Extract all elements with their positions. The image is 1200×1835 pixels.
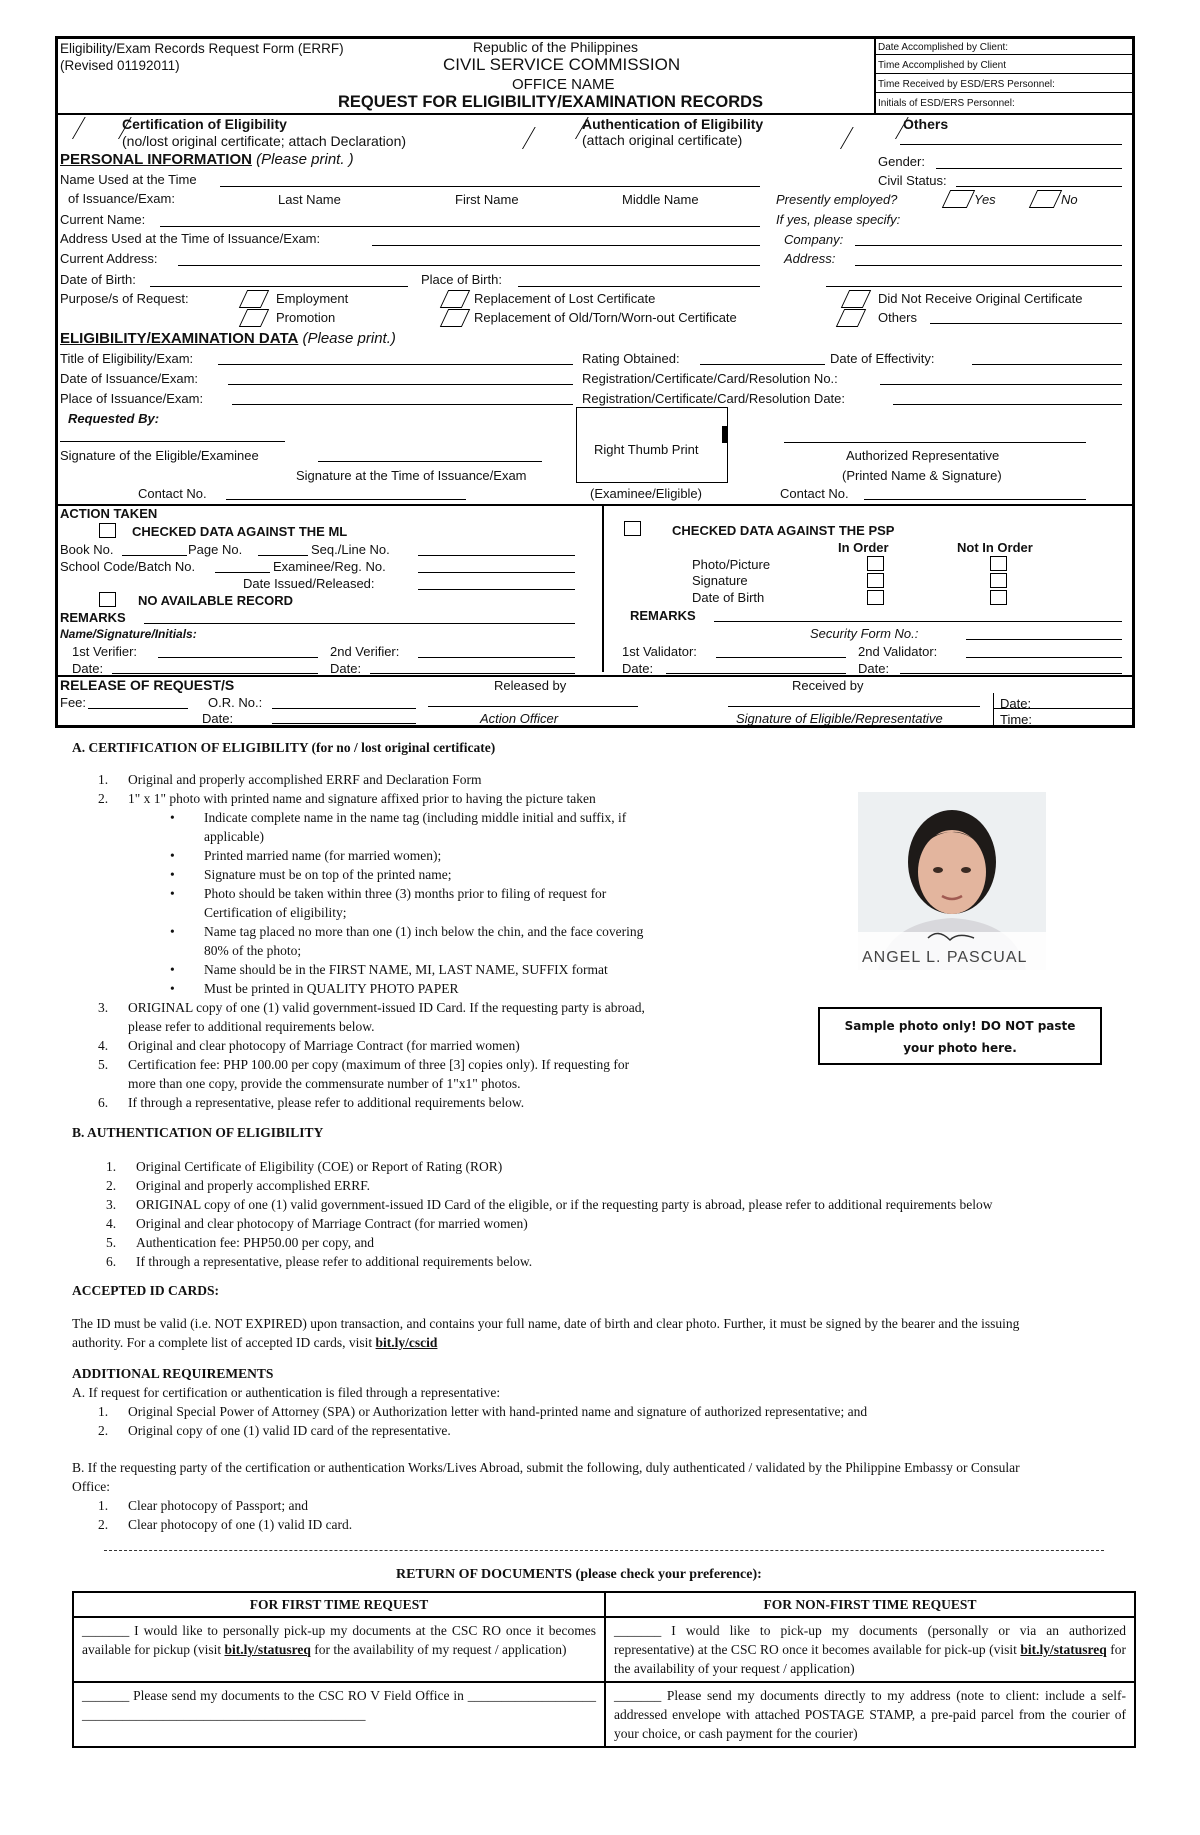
validator1-label: 1st Validator: bbox=[622, 644, 697, 659]
contact-field[interactable] bbox=[226, 499, 466, 500]
sig-rep-label: Signature of Eligible/Representative bbox=[736, 711, 943, 726]
checked-psp-checkbox[interactable] bbox=[624, 521, 641, 536]
section-a-title: A. CERTIFICATION OF ELIGIBILITY (for no / lost original certificate) bbox=[72, 740, 496, 755]
replacement-old-label: Replacement of Old/Torn/Worn-out Certificate bbox=[474, 310, 737, 325]
auth-eligibility-label: Authentication of Eligibility bbox=[582, 116, 764, 132]
replacement-lost-label: Replacement of Lost Certificate bbox=[474, 291, 656, 306]
photo-in-order-box[interactable] bbox=[867, 556, 884, 571]
additional-a-intro: A. If request for certification or authentication is filed through a representative: bbox=[72, 1385, 501, 1400]
presently-employed-label: Presently employed? bbox=[776, 192, 898, 207]
republic-label: Republic of the Philippines bbox=[473, 39, 638, 55]
signature-eligible-line[interactable] bbox=[60, 441, 285, 442]
action-taken-heading: ACTION TAKEN bbox=[60, 506, 158, 521]
book-no-field[interactable] bbox=[122, 555, 187, 556]
section-a-item: 4. Original and clear photocopy of Marriage Contract (for married women) bbox=[98, 1038, 520, 1053]
signature-not-in-order-box[interactable] bbox=[990, 573, 1007, 588]
verifier1-date-label: Date: bbox=[72, 661, 104, 676]
or-no-label: O.R. No.: bbox=[208, 695, 263, 710]
current-name-field[interactable] bbox=[160, 226, 760, 227]
name-used-label-2: of Issuance/Exam: bbox=[68, 191, 175, 206]
photo-name-tag: ANGEL L. PASCUAL bbox=[862, 949, 1028, 966]
section-b-item: 2. Original and properly accomplished ERRF. bbox=[106, 1178, 370, 1193]
send-address-option[interactable]: _______ Please send my documents directly to my address (note to client: include a self-addressed envelope with attached POSTAGE STAMP, a pre-paid parcel from the courier of your choice, or cash payment for the courier) bbox=[605, 1682, 1135, 1747]
release-heading: RELEASE OF REQUEST/S bbox=[60, 677, 235, 693]
verifier2-label: 2nd Verifier: bbox=[330, 644, 400, 659]
first-name-label: First Name bbox=[455, 192, 519, 207]
contact2-field[interactable] bbox=[864, 499, 1086, 500]
requested-by-label: Requested By: bbox=[68, 411, 160, 426]
additional-b-item: 1. Clear photocopy of Passport; and bbox=[98, 1498, 308, 1513]
verifier1-field[interactable] bbox=[158, 657, 318, 658]
examinee-no-label: Examinee/Reg. No. bbox=[273, 559, 386, 574]
validator2-field[interactable] bbox=[966, 657, 1122, 658]
exam-place-label: Place of Issuance/Exam: bbox=[60, 391, 204, 406]
revised-date: (Revised 01192011) bbox=[60, 58, 180, 73]
received-by-label: Received by bbox=[792, 678, 864, 693]
section-b-title: B. AUTHENTICATION OF ELIGIBILITY bbox=[72, 1125, 324, 1140]
additional-b-list bbox=[98, 1496, 1136, 1534]
in-order-label: In Order bbox=[838, 540, 889, 555]
return-docs-title: RETURN OF DOCUMENTS (please check your preference): bbox=[396, 1567, 762, 1582]
seq-no-field[interactable] bbox=[418, 555, 575, 556]
others-purpose-field[interactable] bbox=[930, 323, 1122, 324]
agency-name: CIVIL SERVICE COMMISSION bbox=[443, 55, 681, 74]
dob-check-label: Date of Birth bbox=[692, 590, 765, 605]
rating-field[interactable] bbox=[700, 364, 825, 365]
verifier2-date-field[interactable] bbox=[370, 673, 575, 674]
additional-b-intro: B. If the requesting party of the certification or authentication Works/Lives Abroad, submit the following, duly authenticated / validated by the Philippine Embassy or Consular Office: bbox=[72, 1460, 1020, 1494]
additional-a-list bbox=[98, 1402, 1136, 1440]
dob-not-in-order-box[interactable] bbox=[990, 590, 1007, 605]
name-used-field[interactable] bbox=[220, 186, 760, 187]
bullet-item: • Indicate complete name in the name tag (including middle initial and suffix, if bbox=[170, 810, 627, 825]
received-time-label: Time: bbox=[1000, 712, 1033, 727]
section-a-list-2: 3. ORIGINAL copy of one (1) valid government-issued ID Card. If the requesting party is abroad, please refer to additional requirements below. 4. Original and clear photocopy of Marriage Contract (for married women) 5. Certification fee: PHP 100.00 per copy (maximum of three [3] copies only). If requesting for more than one copy, provide the commensurate number of 1"x1" photos. 6. If through a representative, please refer to additional requirements below. bbox=[98, 998, 718, 1112]
validator1-date-field[interactable] bbox=[666, 673, 846, 674]
validator2-label: 2nd Validator: bbox=[858, 644, 938, 659]
company-label: Company: bbox=[784, 232, 844, 247]
eligibility-heading: ELIGIBILITY/EXAMINATION DATA (Please print.) bbox=[60, 330, 396, 347]
photo-check-label: Photo/Picture bbox=[692, 557, 771, 572]
security-form-field[interactable] bbox=[966, 639, 1122, 640]
pickup-non-first-time-option[interactable]: _______ I would like to pick-up my documents (personally or via an authorized representative) at the CSC RO once it becomes available for pick-up (visit bit.ly/statusreq for the availability of your request / application) bbox=[605, 1617, 1135, 1682]
dob-label: Date of Birth: bbox=[60, 272, 136, 287]
checked-ml-checkbox[interactable] bbox=[99, 523, 116, 538]
examinee-no-field[interactable] bbox=[418, 572, 575, 573]
auth-eligibility-note: (attach original certificate) bbox=[582, 132, 743, 148]
fee-field[interactable] bbox=[88, 708, 188, 709]
address-issuance-field[interactable] bbox=[372, 245, 760, 246]
sample-photo-note: Sample photo only! DO NOT paste your photo here. bbox=[818, 1007, 1102, 1065]
return-docs-table bbox=[72, 1591, 1136, 1748]
reg-date-field[interactable] bbox=[893, 404, 1122, 405]
address-issuance-label: Address Used at the Time of Issuance/Exam: bbox=[60, 231, 321, 246]
time-accomplished-label: Time Accomplished by Client bbox=[878, 60, 1007, 71]
not-in-order-label: Not In Order bbox=[957, 540, 1033, 555]
accepted-id-title: ACCEPTED ID CARDS: bbox=[72, 1283, 220, 1298]
company-field[interactable] bbox=[855, 245, 1122, 246]
current-name-label: Current Name: bbox=[60, 212, 146, 227]
bullet-item-cont: applicable) bbox=[204, 829, 264, 844]
middle-name-label: Middle Name bbox=[622, 192, 699, 207]
release-date-label: Date: bbox=[202, 711, 234, 726]
remarks-field[interactable] bbox=[144, 623, 575, 624]
effectivity-label: Date of Effectivity: bbox=[830, 351, 935, 366]
seq-no-label: Seq./Line No. bbox=[311, 542, 390, 557]
if-yes-label: If yes, please specify: bbox=[776, 212, 901, 227]
bullet-item: • Name should be in the FIRST NAME, MI, LAST NAME, SUFFIX format bbox=[170, 962, 608, 977]
exam-place-field[interactable] bbox=[232, 404, 573, 405]
thumb-print-note: (Examinee/Eligible) bbox=[590, 486, 702, 501]
section-b-item: 4. Original and clear photocopy of Marriage Contract (for married women) bbox=[106, 1216, 528, 1231]
page-no-label: Page No. bbox=[188, 542, 243, 557]
remarks-label: REMARKS bbox=[60, 610, 126, 625]
or-no-field[interactable] bbox=[272, 708, 416, 709]
current-address-field[interactable] bbox=[178, 265, 760, 266]
pob-field[interactable] bbox=[518, 286, 760, 287]
verifier1-label: 1st Verifier: bbox=[72, 644, 138, 659]
effectivity-field[interactable] bbox=[972, 364, 1122, 365]
cert-eligibility-label: Certification of Eligibility bbox=[122, 116, 287, 132]
name-used-label-1: Name Used at the Time bbox=[60, 172, 197, 187]
purpose-label: Purpose/s of Request: bbox=[60, 291, 189, 306]
time-received-label: Time Received by ESD/ERS Personnel: bbox=[878, 79, 1055, 90]
validator1-date-label: Date: bbox=[622, 661, 654, 676]
dob-in-order-box[interactable] bbox=[867, 590, 884, 605]
non-first-time-header: FOR NON-FIRST TIME REQUEST bbox=[605, 1592, 1135, 1617]
auth-rep-line[interactable] bbox=[784, 442, 1086, 443]
date-issued-label: Date Issued/Released: bbox=[243, 576, 375, 591]
remarks2-field[interactable] bbox=[714, 621, 1122, 622]
action-officer-line[interactable] bbox=[428, 706, 638, 707]
send-field-office-option[interactable]: _______ Please send my documents to the CSC RO V Field Office in _____________________________________________________________ bbox=[73, 1682, 605, 1747]
signature-check-label: Signature bbox=[692, 573, 748, 588]
employed-no-label: No bbox=[1061, 192, 1078, 207]
section-b-item: 5. Authentication fee: PHP50.00 per copy, and bbox=[106, 1235, 374, 1250]
no-record-label: NO AVAILABLE RECORD bbox=[138, 593, 294, 608]
bullet-item: • Photo should be taken within three (3) months prior to filing of request for bbox=[170, 886, 607, 901]
remarks2-label: REMARKS bbox=[630, 608, 696, 623]
section-a-item: 3. ORIGINAL copy of one (1) valid government-issued ID Card. If the requesting party is abroad, bbox=[98, 1000, 645, 1015]
additional-b-item: 2. Clear photocopy of one (1) valid ID card. bbox=[98, 1517, 353, 1532]
gender-field[interactable] bbox=[936, 168, 1122, 169]
date-accomplished-label: Date Accomplished by Client: bbox=[878, 42, 1009, 53]
signature-eligible-label: Signature of the Eligible/Examinee bbox=[60, 448, 259, 463]
personal-info-heading: PERSONAL INFORMATION (Please print. ) bbox=[60, 151, 354, 168]
rating-label: Rating Obtained: bbox=[582, 351, 680, 366]
additional-a-item: 2. Original copy of one (1) valid ID card of the representative. bbox=[98, 1423, 451, 1438]
civil-status-label: Civil Status: bbox=[878, 173, 947, 188]
additional-req-title: ADDITIONAL REQUIREMENTS bbox=[72, 1366, 274, 1381]
security-form-label: Security Form No.: bbox=[810, 626, 919, 641]
section-b-list bbox=[106, 1157, 1136, 1271]
bullet-item: • Name tag placed no more than one (1) inch below the chin, and the face covering bbox=[170, 924, 644, 939]
thumb-print-label: Right Thumb Print bbox=[594, 442, 699, 457]
section-a-item: 2. 1" x 1" photo with printed name and signature affixed prior to having the picture taken bbox=[98, 791, 596, 806]
others-purpose-label: Others bbox=[878, 310, 918, 325]
auth-rep-label: Authorized Representative bbox=[846, 448, 1000, 463]
signature-in-order-box[interactable] bbox=[867, 573, 884, 588]
book-no-label: Book No. bbox=[60, 542, 114, 557]
employment-label: Employment bbox=[276, 291, 349, 306]
cut-line bbox=[104, 1550, 1104, 1551]
form-name: Eligibility/Exam Records Request Form (ERRF) bbox=[60, 41, 344, 56]
section-a-item: 6. If through a representative, please refer to additional requirements below. bbox=[98, 1095, 525, 1110]
page-no-field[interactable] bbox=[258, 555, 308, 556]
verifier1-date-field[interactable] bbox=[112, 673, 318, 674]
date-issued-field[interactable] bbox=[418, 589, 575, 590]
last-name-label: Last Name bbox=[278, 192, 341, 207]
promotion-label: Promotion bbox=[276, 310, 336, 325]
gender-label: Gender: bbox=[878, 154, 925, 169]
cscid-link[interactable]: bit.ly/cscid bbox=[375, 1335, 438, 1350]
contact-label: Contact No. bbox=[138, 486, 207, 501]
section-a-list bbox=[98, 770, 718, 808]
fee-label: Fee: bbox=[60, 695, 87, 710]
civil-status-field[interactable] bbox=[956, 186, 1122, 187]
bullet-item: • Must be printed in QUALITY PHOTO PAPER bbox=[170, 981, 459, 996]
bullet-item: • Printed married name (for married women); bbox=[170, 848, 442, 863]
person-photo-icon bbox=[858, 792, 1046, 970]
received-date-label: Date: bbox=[1000, 696, 1032, 711]
eligibility-title-label: Title of Eligibility/Exam: bbox=[60, 351, 194, 366]
first-time-header: FOR FIRST TIME REQUEST bbox=[73, 1592, 605, 1617]
section-a-item: 1. Original and properly accomplished ERRF and Declaration Form bbox=[98, 772, 482, 787]
exam-date-field[interactable] bbox=[228, 384, 573, 385]
pob-label: Place of Birth: bbox=[421, 272, 502, 287]
exam-date-label: Date of Issuance/Exam: bbox=[60, 371, 199, 386]
company-address-label: Address: bbox=[784, 251, 836, 266]
photo-not-in-order-box[interactable] bbox=[990, 556, 1007, 571]
section-b-item: 6. If through a representative, please refer to additional requirements below. bbox=[106, 1254, 533, 1269]
employed-yes-label: Yes bbox=[974, 192, 996, 207]
reg-date-label: Registration/Certificate/Card/Resolution Date: bbox=[582, 391, 846, 406]
side-divider bbox=[874, 36, 876, 114]
validator2-date-field[interactable] bbox=[900, 673, 1122, 674]
bullet-item-cont: 80% of the photo; bbox=[204, 943, 302, 958]
action-officer-label: Action Officer bbox=[480, 711, 559, 726]
form-title: REQUEST FOR ELIGIBILITY/EXAMINATION RECORDS bbox=[338, 93, 764, 111]
office-name: OFFICE NAME bbox=[512, 76, 615, 93]
signature-time-label: Signature at the Time of Issuance/Exam bbox=[296, 468, 527, 483]
cert-eligibility-note: (no/lost original certificate; attach Declaration) bbox=[122, 133, 407, 149]
checked-ml-label: CHECKED DATA AGAINST THE ML bbox=[132, 524, 348, 539]
section-a-item: 5. Certification fee: PHP 100.00 per copy (maximum of three [3] copies only). If requesting for bbox=[98, 1057, 630, 1072]
dob-field[interactable] bbox=[150, 286, 408, 287]
reg-no-label: Registration/Certificate/Card/Resolution No.: bbox=[582, 371, 838, 386]
did-not-receive-label: Did Not Receive Original Certificate bbox=[878, 291, 1083, 306]
current-address-label: Current Address: bbox=[60, 251, 158, 266]
eligibility-title-field[interactable] bbox=[218, 364, 573, 365]
release-date-field[interactable] bbox=[272, 723, 416, 724]
name-sig-label: Name/Signature/Initials: bbox=[60, 627, 197, 641]
validator1-field[interactable] bbox=[716, 657, 846, 658]
checked-psp-label: CHECKED DATA AGAINST THE PSP bbox=[672, 523, 895, 538]
photo-rules-list bbox=[170, 808, 710, 998]
accepted-id-text: The ID must be valid (i.e. NOT EXPIRED) upon transaction, and contains your full name, date of birth and clear photo. Further, it must be signed by the bearer and the issuing authority. For a complete list of accepted ID cards, visit bit.ly/cscid bbox=[72, 1316, 1020, 1350]
school-code-field[interactable] bbox=[215, 572, 270, 573]
validator2-date-label: Date: bbox=[858, 661, 890, 676]
contact2-label: Contact No. bbox=[780, 486, 849, 501]
no-record-checkbox[interactable] bbox=[99, 592, 116, 607]
others-request-label: Others bbox=[903, 116, 949, 132]
verifier2-field[interactable] bbox=[418, 657, 575, 658]
initials-label: Initials of ESD/ERS Personnel: bbox=[878, 98, 1015, 109]
bullet-item-cont: Certification of eligibility; bbox=[204, 905, 347, 920]
auth-rep-note: (Printed Name & Signature) bbox=[842, 468, 1002, 483]
sig-rep-line[interactable] bbox=[728, 706, 980, 707]
reg-no-field[interactable] bbox=[880, 384, 1122, 385]
verifier2-date-label: Date: bbox=[330, 661, 362, 676]
bullet-item: • Signature must be on top of the printed name; bbox=[170, 867, 452, 882]
section-b-item: 1. Original Certificate of Eligibility (COE) or Report of Rating (ROR) bbox=[106, 1159, 503, 1174]
released-by-label: Released by bbox=[494, 678, 567, 693]
company-address-field[interactable] bbox=[855, 265, 1122, 266]
section-b-item: 3. ORIGINAL copy of one (1) valid government-issued ID Card of the eligible, or if the requesting party is abroad, please refer to additional requirements below bbox=[106, 1197, 993, 1212]
school-code-label: School Code/Batch No. bbox=[60, 559, 196, 574]
pickup-first-time-option[interactable]: _______ I would like to personally pick-up my documents at the CSC RO once it becomes available for pickup (visit bit.ly/statusreq for the availability of my request / application) bbox=[73, 1617, 605, 1682]
signature-time-line[interactable] bbox=[318, 461, 542, 462]
sample-photo bbox=[858, 792, 1046, 970]
additional-a-item: 1. Original Special Power of Attorney (SPA) or Authorization letter with hand-printed name and signature of authorized representative; and bbox=[98, 1404, 868, 1419]
